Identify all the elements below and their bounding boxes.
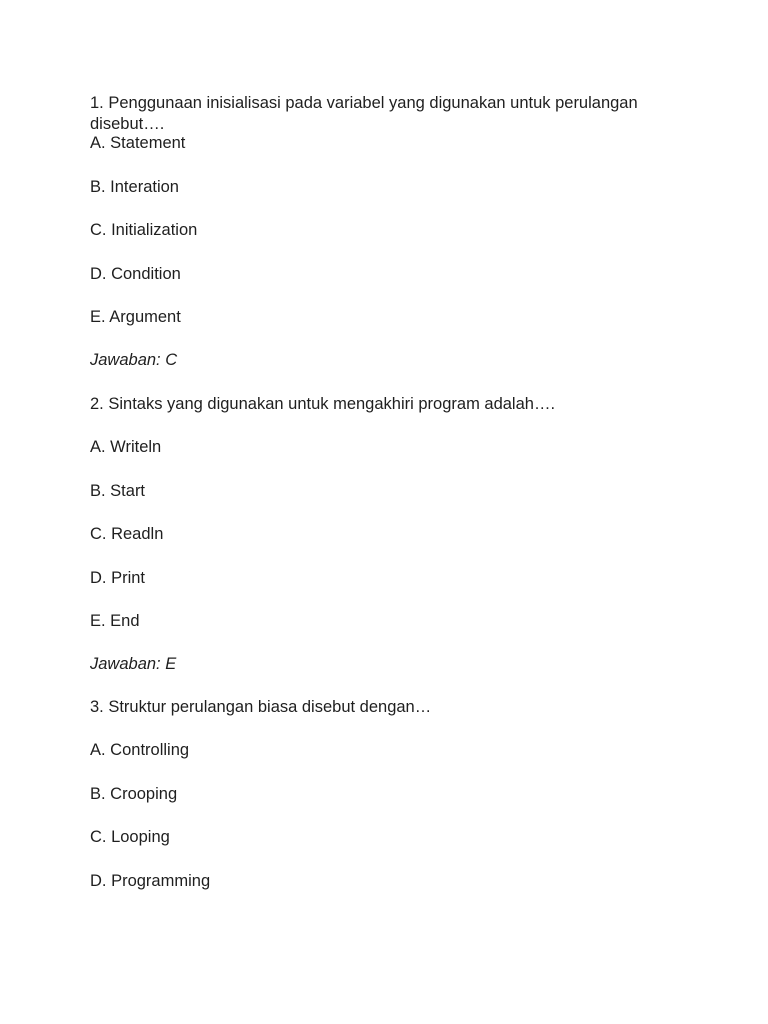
question-1-text-line-1: 1. Penggunaan inisialisasi pada variabel yang digunakan untuk perulangan [90, 94, 638, 112]
question-2-option-c: C. Readln [90, 525, 164, 543]
question-2-option-a: A. Writeln [90, 438, 162, 456]
question-1-option-c: C. Initialization [90, 221, 198, 239]
question-3-text: 3. Struktur perulangan biasa disebut dengan… [90, 698, 432, 716]
question-3-option-c: C. Looping [90, 828, 170, 846]
question-2-option-e: E. End [90, 612, 140, 630]
question-3-option-b: B. Crooping [90, 785, 178, 803]
question-2-option-d: D. Print [90, 569, 146, 587]
question-1-option-b: B. Interation [90, 178, 179, 196]
question-2-option-b: B. Start [90, 482, 146, 500]
question-1-option-a: A. Statement [90, 134, 186, 152]
question-1-option-d: D. Condition [90, 265, 181, 283]
question-2-answer: Jawaban: E [90, 655, 177, 673]
question-3-option-a: A. Controlling [90, 741, 190, 759]
question-1-answer: Jawaban: C [90, 351, 178, 369]
question-1-text-line-2: disebut…. [90, 115, 165, 133]
question-1-option-e: E. Argument [90, 308, 181, 326]
question-3-option-d: D. Programming [90, 872, 211, 890]
question-2-text: 2. Sintaks yang digunakan untuk mengakhiri program adalah…. [90, 395, 556, 413]
